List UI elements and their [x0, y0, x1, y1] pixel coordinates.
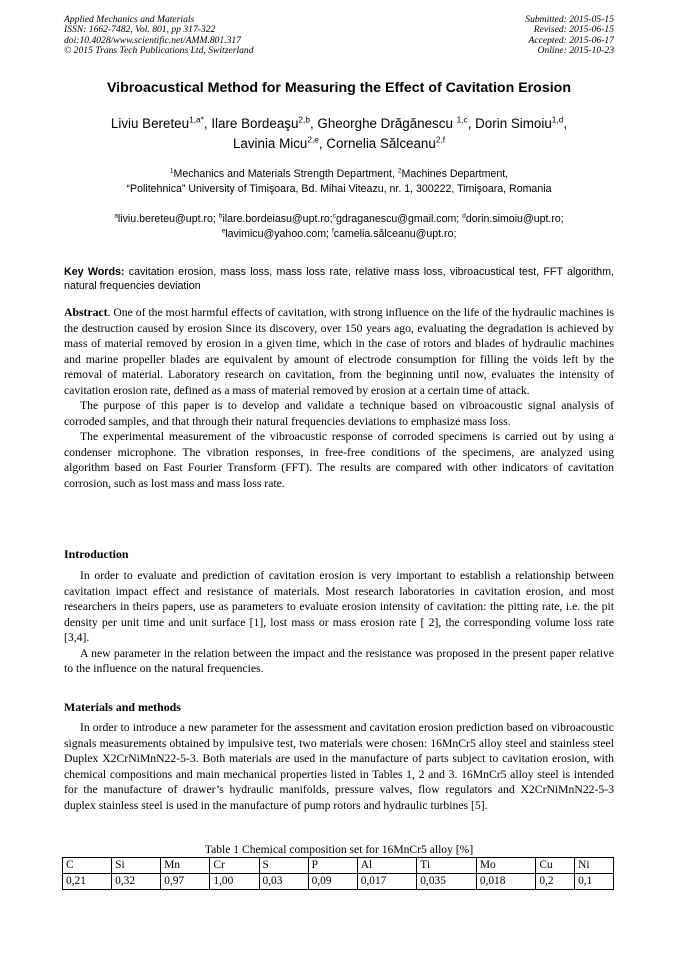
table-cell: 0,1	[575, 874, 614, 890]
table-header-cell: Ti	[417, 858, 477, 874]
section-heading-methods: Materials and methods	[64, 700, 181, 714]
accepted-date: Accepted: 2015-06-17	[528, 34, 614, 46]
abstract-paragraph: Abstract. One of the most harmful effects of cavitation, with strong influence on the life of the hydraulic machines is the destruction caused by erosion Since its discovery, over 150 years ago, evaluating the degradation is achieved by mass of material removed by erosion in a given time, which in the case of rotors and blades of hydraulic machines and marine propeller blades are equivalent by amount of electrode consumption for filling the voids left by the removal of material. Laboratory research on cavitation, from the beginning until now, evaluates the intensity of cavitation erosion rate, defined as a mass of material removed by erosion at a certain time of attack.	[64, 306, 614, 397]
table-header-cell: Al	[357, 858, 417, 874]
methods-section	[64, 720, 614, 813]
table-header-cell: C	[63, 858, 112, 874]
body-paragraph: In order to introduce a new parameter for the assessment and cavitation erosion prediction based on vibroacoustic signals measurements obtained by impulsive test, two materials were chosen: 16MnCr5 alloy steel and stainless steel Duplex X2CrNiMnN22-5-3. Both materials are used in the manufacture of parts subject to cavitation erosion, with chemical compositions and main mechanical properties listed in Tables 1, 2 and 3. 16MnCr5 alloy steel is intended for the manufacture of drawer’s hydraulic manifolds, pressure valves, flow regulators and X2CrNiMnN22-5-3 duplex stainless steel is used in the manufacture of pump rotors and hydraulic turbines [5].	[64, 721, 614, 812]
affiliations	[30, 167, 648, 197]
online-date: Online: 2015-10-23	[537, 45, 614, 57]
author: Ilare Bordeaşu$^{2,b}$	[211, 114, 310, 131]
journal-name: Applied Mechanics and Materials	[64, 14, 195, 25]
author: Cornelia Sălceanu$^{2,f}$	[326, 134, 446, 151]
composition-table	[62, 857, 614, 890]
section-heading-introduction: Introduction	[64, 547, 129, 561]
submission-dates	[525, 15, 614, 57]
table-cell: 0,018	[476, 874, 536, 890]
author: Liviu Bereteu$^{1,a*}$	[110, 114, 204, 131]
table-cell: 1,00	[210, 874, 259, 890]
table-header-cell: S	[259, 858, 308, 874]
email-link[interactable]: $^d$dorin.simoiu@upt.ro;	[462, 212, 564, 225]
table-cell: 0,2	[536, 874, 575, 890]
abstract-paragraph: The purpose of this paper is to develop and validate a technique based on vibroacoustic signal analysis of corroded samples, and that through their natural frequencies deviations to emphasize mass loss.	[64, 399, 614, 428]
journal-copyright: © 2015 Trans Tech Publications Ltd, Switzerland	[64, 45, 254, 57]
table-cell: 0,32	[112, 874, 161, 890]
keywords-text: cavitation erosion, mass loss, mass loss rate, relative mass loss, vibroacustical test, FFT algorithm, natural frequencies deviation	[64, 266, 614, 292]
affiliation-line-1: $^1$Mechanics and Materials Strength Department, $^2$Machines Department,	[169, 167, 509, 180]
table-cell: 0,03	[259, 874, 308, 890]
table-header-cell: Mo	[476, 858, 536, 874]
journal-info	[64, 15, 254, 57]
revised-date: Revised: 2015-06-15	[533, 24, 614, 36]
abstract	[64, 305, 614, 491]
email-link[interactable]: $^a$liviu.bereteu@upt.ro;	[114, 212, 219, 225]
table-header-cell: Cu	[536, 858, 575, 874]
table-cell: 0,035	[417, 874, 477, 890]
table-row	[63, 874, 614, 890]
author-emails	[30, 212, 648, 242]
email-link[interactable]: $^c$gdraganescu@gmail.com;	[332, 212, 463, 225]
table-cell: 0,09	[308, 874, 357, 890]
paper-title: Vibroacustical Method for Measuring the Effect of Cavitation Erosion	[106, 80, 572, 96]
author-list: Liviu Bereteu$^{1,a*}$, Ilare Bordeaşu$^{2,b}$, Gheorghe Drăgănescu $^{1,c}$, Dorin Simoiu$^{1,d}$, Lavinia Micu$^{2,e}$, Cornelia Sălceanu$^{2,f}$	[110, 114, 568, 151]
introduction-section	[64, 568, 614, 677]
table-cell: 0,21	[63, 874, 112, 890]
table-caption: Table 1 Chemical composition set for 16MnCr5 alloy [%]	[204, 843, 474, 856]
abstract-paragraph: The experimental measurement of the vibroacustic response of corroded specimens is carried out by using a condenser microphone. The vibration responses, in free-free conditions of the specimens, are analyzed using algorithm based on Fast Fourier Transform (FFT). The results are compared with other indicators of cavitation corrosion, such as lost mass and mass loss rate.	[64, 430, 614, 490]
table-header-cell: Cr	[210, 858, 259, 874]
submitted-date: Submitted: 2015-05-15	[525, 14, 614, 25]
affiliation-line-2: “Politehnica” University of Timişoara, Bd. Mihai Viteazu, nr. 1, 300222, Timişoara, Romania	[126, 183, 552, 195]
author: Gheorghe Drăgănescu $^{1,c}$	[317, 114, 468, 131]
email-link[interactable]: $^b$ilare.bordeiasu@upt.ro;	[218, 212, 333, 225]
abstract-label: Abstract	[64, 306, 108, 319]
table-header-cell: Ni	[575, 858, 614, 874]
table-header-cell: Si	[112, 858, 161, 874]
email-link[interactable]: $^f$camelia.sălceanu@upt.ro;	[331, 227, 457, 240]
email-link[interactable]: $^e$lavimicu@yahoo.com;	[221, 227, 332, 240]
table-cell: 0,017	[357, 874, 417, 890]
table-header-row	[63, 858, 614, 874]
journal-issn: ISSN: 1662-7482, Vol. 801, pp 317-322	[64, 24, 216, 36]
keywords	[64, 266, 614, 293]
table-header-cell: P	[308, 858, 357, 874]
keywords-label: Key Words:	[64, 266, 125, 278]
journal-doi[interactable]: doi:10.4028/www.scientific.net/AMM.801.317	[64, 34, 242, 46]
author: Lavinia Micu$^{2,e}$	[232, 134, 319, 151]
author: Dorin Simoiu$^{1,d}$	[475, 114, 564, 131]
table-header-cell: Mn	[161, 858, 210, 874]
table-cell: 0,97	[161, 874, 210, 890]
body-paragraph: A new parameter in the relation between the impact and the resistance was proposed in the present paper relative to the influence on the natural frequencies.	[64, 646, 614, 675]
body-paragraph: In order to evaluate and prediction of cavitation erosion is very important to establish a relationship between cavitation impact effect and resistance of materials. Most research laboratories in cavitation erosion, and most researchers in theirs papers, use as parameters to evaluate erosion intensity of cavitation: the pitting rate, i.e. the pit density per unit time and unit surface [1], lost mass or mass erosion rate [ 2], the corresponding volume loss rate [3,4].	[64, 569, 614, 644]
